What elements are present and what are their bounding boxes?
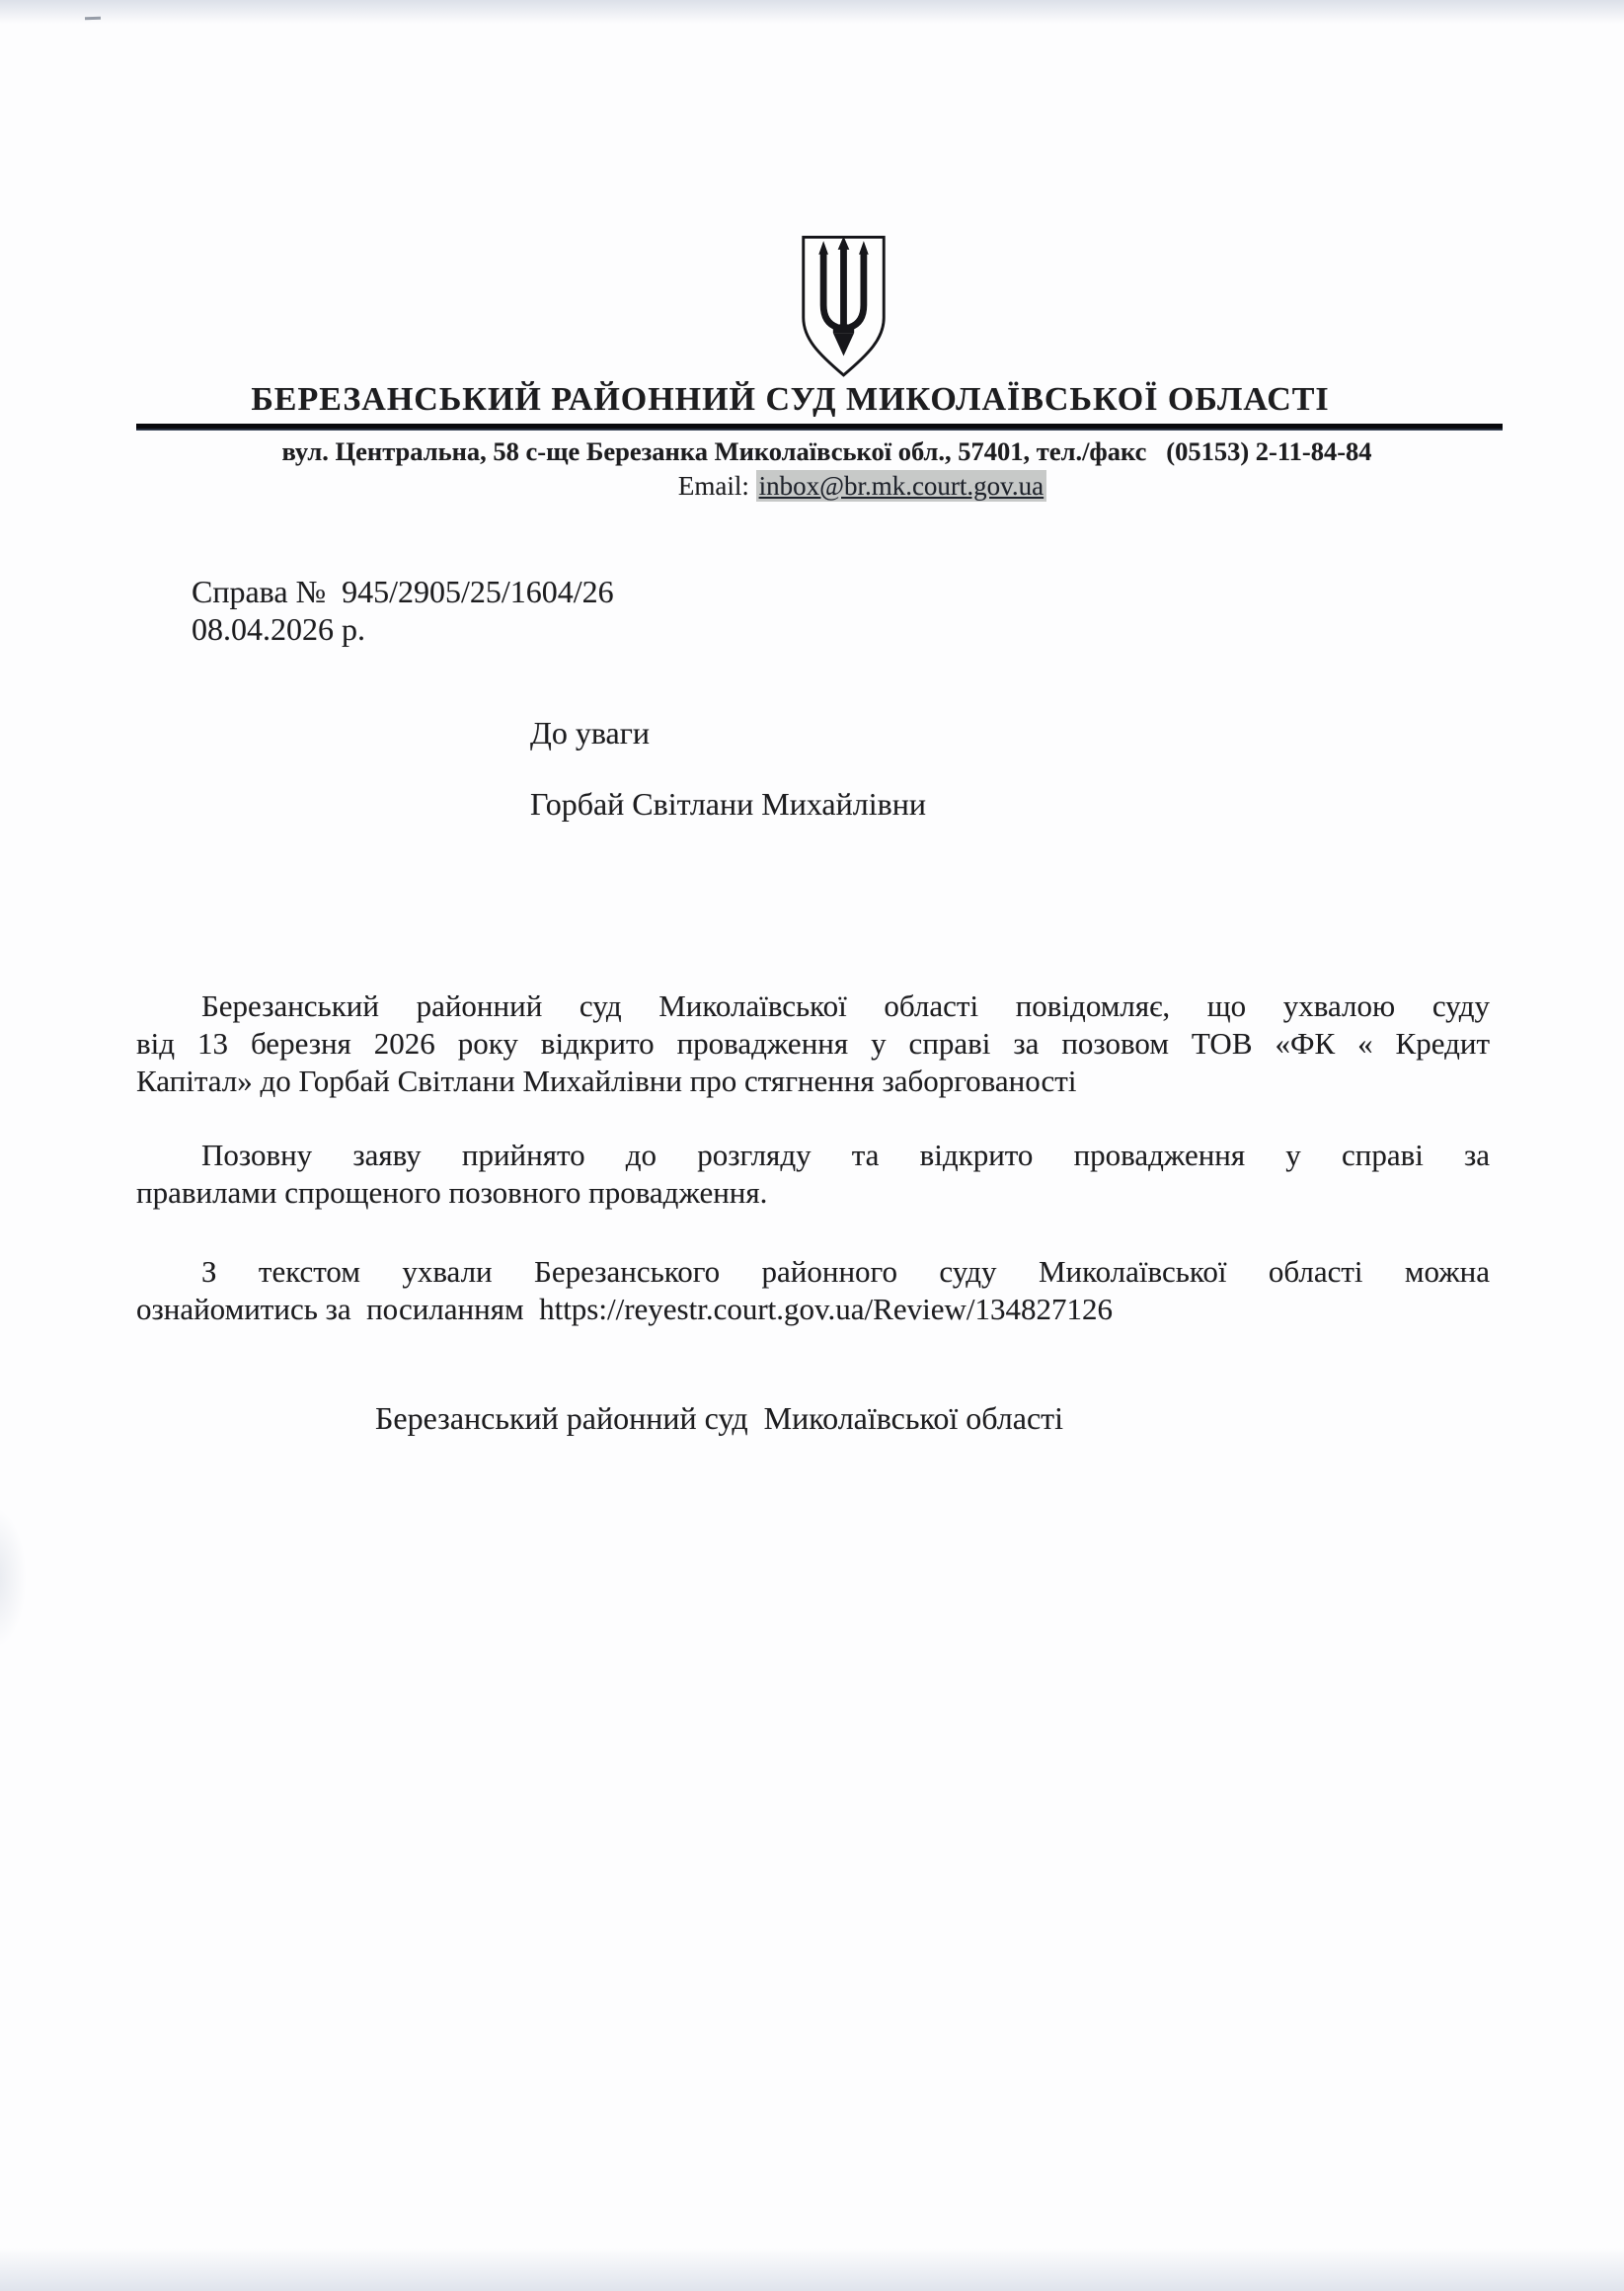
case-date-line: 08.04.2026 р. bbox=[192, 611, 365, 647]
paragraph-notice bbox=[136, 988, 1490, 1100]
email-line bbox=[50, 471, 1624, 502]
court-name-heading: БЕРЕЗАНСЬКИЙ РАЙОННИЙ СУД МИКОЛАЇВСЬКОЇ ОБЛАСТІ bbox=[251, 381, 1330, 418]
ukraine-trident-emblem bbox=[796, 233, 891, 379]
body-line: Березанський районний суд Миколаївської області повідомляє, що ухвалою суду bbox=[201, 988, 1490, 1023]
paragraph-procedure bbox=[136, 1137, 1490, 1212]
letterhead-rule bbox=[136, 424, 1503, 431]
scan-speck bbox=[85, 17, 101, 21]
attention-label: До уваги bbox=[530, 715, 650, 750]
scan-edge-bottom bbox=[0, 2248, 1624, 2291]
scan-edge-top bbox=[0, 0, 1624, 24]
paragraph-registry-link bbox=[136, 1253, 1490, 1328]
case-number-line: Справа № 945/2905/25/1604/26 bbox=[192, 574, 614, 609]
body-line: Позовну заяву прийнято до розгляду та відкрито провадження у справі за bbox=[201, 1138, 1490, 1172]
trident-shield-icon bbox=[796, 233, 891, 379]
body-line: правилами спрощеного позовного провадження. bbox=[136, 1175, 768, 1210]
signature-line: Березанський районний суд Миколаївської області bbox=[375, 1400, 1064, 1436]
scan-smudge-left bbox=[0, 1509, 26, 1647]
registry-url-line: ознайомитись за посиланням https://reyestr.court.gov.ua/Review/134827126 bbox=[136, 1292, 1113, 1326]
case-info bbox=[192, 573, 614, 648]
body-line: від 13 березня 2026 року відкрито провадження у справі за позовом ТОВ «ФК « Кредит bbox=[136, 1026, 1490, 1061]
email-address: inbox@br.mk.court.gov.ua bbox=[756, 470, 1047, 502]
body-line: Капітал» до Горбай Світлани Михайлівни про стягнення заборгованості bbox=[136, 1064, 1077, 1098]
body-line: З текстом ухвали Березанського районного суду Миколаївської області можна bbox=[201, 1254, 1490, 1289]
recipient-name: Горбай Світлани Михайлівни bbox=[530, 786, 926, 822]
email-label: Email: bbox=[677, 471, 756, 501]
address-line: вул. Центральна, 58 с-ще Березанка Миколаївської обл., 57401, тел./факс (05153) 2-11-84-84 bbox=[281, 436, 1372, 466]
